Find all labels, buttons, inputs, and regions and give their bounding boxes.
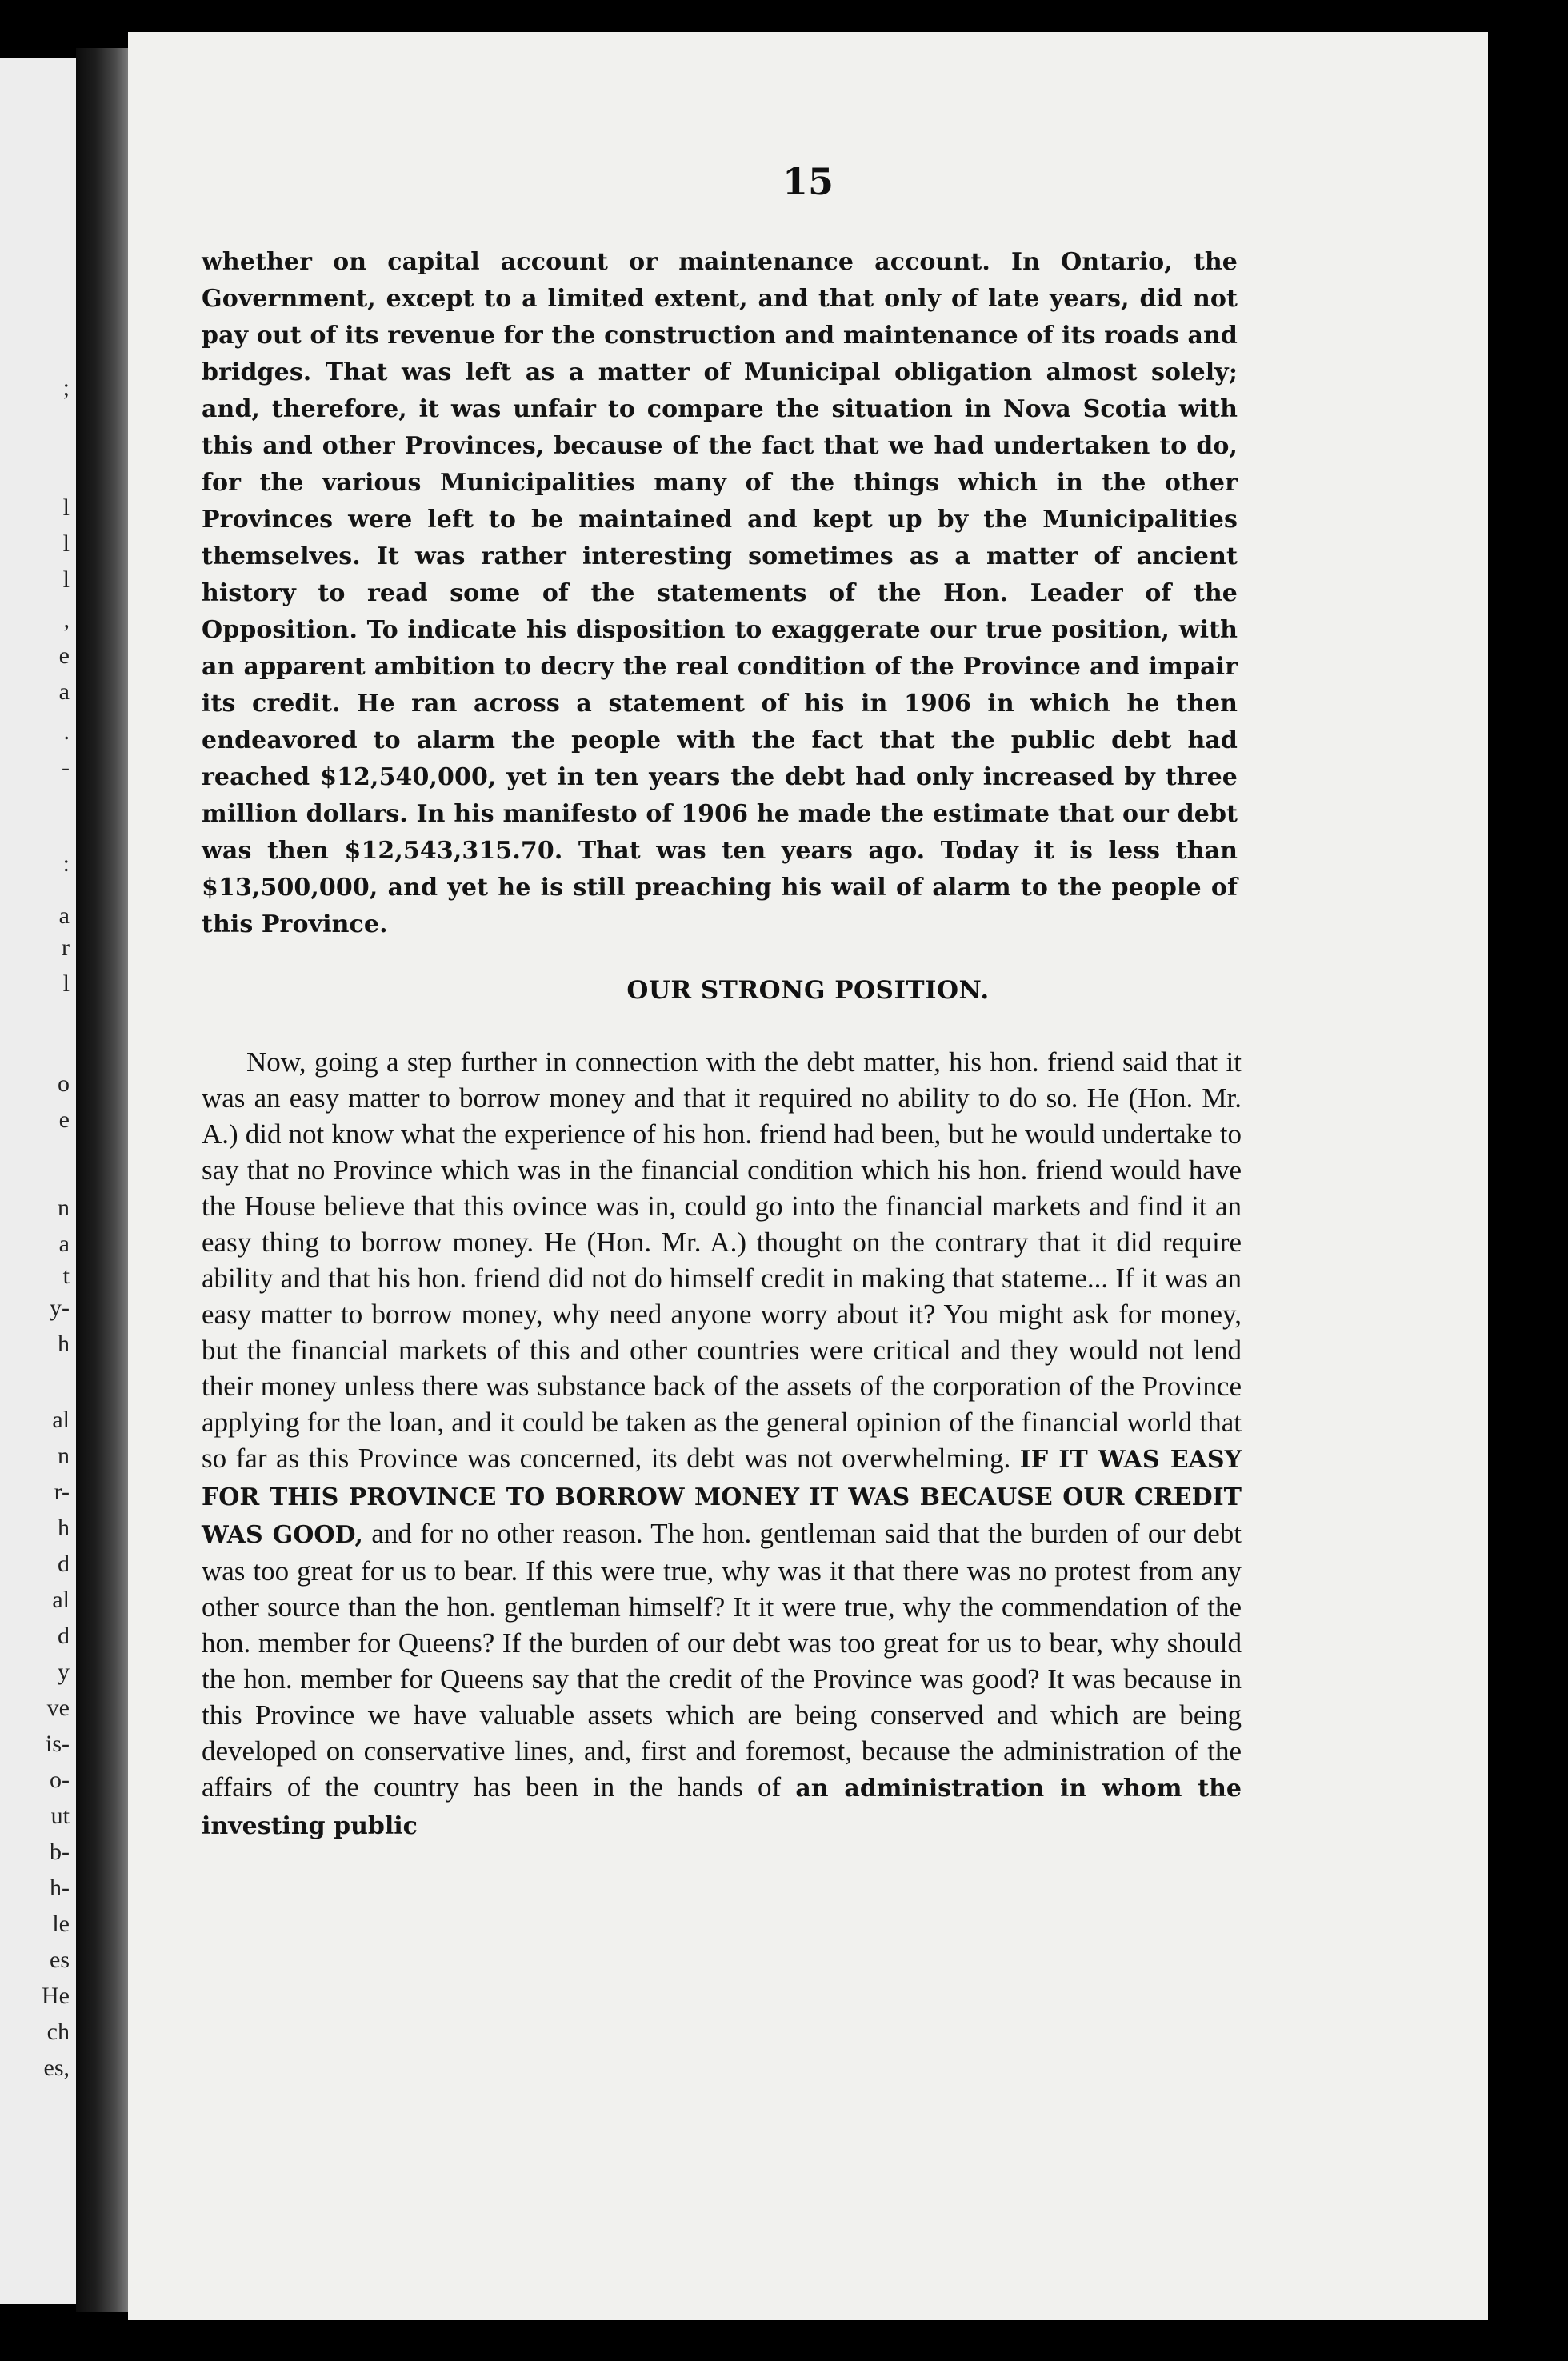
left-page-fragment: ch: [46, 2019, 70, 2045]
left-page-fragment: es: [50, 1947, 70, 1973]
left-page-fragment: o: [58, 1070, 70, 1097]
left-page-fragment: n: [58, 1195, 70, 1221]
paragraph-2-continuation: and for no other reason. The hon. gentleman said that the burden of our debt was too great for us to bear. If this were true, why was it that there was no protest from any other source than the hon. gentleman himself? It it were true, why the commendation of the hon. member for Queens? If the burden of our debt was too great for us to bear, why should the hon. member for Queens say that the credit of the Province was good? It was because in this Province we have valuable assets which are being conserved and which are being developed on conservative lines, and, first and foremost, because the administration of the affairs of the country has been in the hands of: [202, 1518, 1242, 1803]
paragraph-2-emphasis: IF IT WAS EASY FOR THIS PROVINCE TO BORROW MONEY IT WAS BECAUSE OUR CREDIT WAS GOOD,: [202, 1446, 1242, 1549]
left-page-fragments: [0, 58, 76, 2304]
left-page-fragment: He: [42, 1983, 70, 2009]
paragraph-2-bold-ending: an administration in whom the investing public: [202, 1775, 1242, 1840]
binding-gutter: [76, 48, 132, 2312]
left-page-fragment: a: [58, 678, 70, 705]
left-page-fragment: l: [62, 530, 70, 557]
left-page-fragment: r-: [54, 1479, 70, 1505]
paragraph-1: whether on capital account or maintenance account. In Ontario, the Government, except to a limited extent, and that only of late years, did not pay out of its revenue for the construction and maintenance of its roads and bridges. That was left as a matter of Municipal obligation almost solely; and, therefore, it was unfair to compare the situation in Nova Scotia with this and other Provinces, because of the fact that we had undertaken to do, for the various Municipalities many of the things which in the other Provinces were left to be maintained and kept up by the Municipalities themselves. It was rather interesting sometimes as a matter of ancient history to read some of the statements of the Hon. Leader of the Opposition. To indicate his disposition to exaggerate our true position, with an apparent ambition to decry the real condition of the Province and impair its credit. He ran across a statement of his in 1906 in which he then endeavored to alarm the people with the fact that the public debt had reached $12,540,000, yet in ten years the debt had only increased by three million dollars. In his manifesto of 1906 he made the estimate that our debt was then $12,543,315.70. That was ten years ago. Today it is less than $13,500,000, and yet he is still preaching his wail of alarm to the people of this Province.: [202, 248, 1238, 938]
left-page-fragment: o-: [50, 1767, 70, 1793]
left-page-fragment: l: [62, 494, 70, 521]
left-page-fragment: a: [58, 902, 70, 929]
left-page-fragment: l: [62, 970, 70, 997]
left-page-fragment: ;: [62, 374, 70, 401]
right-margin: [1488, 0, 1568, 2361]
page-number: 15: [782, 160, 834, 203]
left-page-fragment: e: [58, 642, 70, 669]
left-page-fragment: y: [58, 1659, 70, 1685]
left-page-fragment: e: [58, 1106, 70, 1133]
left-page-fragment: h: [58, 1331, 70, 1357]
left-page-fragment: ,: [63, 606, 70, 633]
scanned-page: [128, 32, 1488, 2320]
left-page-fragment: le: [52, 1911, 70, 1937]
left-page-fragment: al: [52, 1407, 70, 1433]
left-page-fragment: d: [58, 1623, 70, 1649]
left-page-fragment: n: [58, 1443, 70, 1469]
left-page-fragment: es,: [43, 2055, 70, 2081]
left-page-fragment: al: [52, 1587, 70, 1613]
left-page-fragment: t: [62, 1263, 70, 1289]
left-page-fragment: ve: [46, 1695, 70, 1721]
section-heading: OUR STRONG POSITION.: [626, 976, 990, 1005]
left-page-fragment: r: [62, 934, 70, 961]
left-page-fragment: d: [58, 1551, 70, 1577]
left-page-fragment: y-: [50, 1295, 70, 1321]
paragraph-2: [202, 1044, 1242, 1844]
left-page-fragment: h: [58, 1515, 70, 1541]
left-page-fragment: ut: [50, 1803, 70, 1829]
left-page-fragment: a: [58, 1231, 70, 1257]
left-page-fragment: is-: [46, 1731, 70, 1757]
left-page-fragment: .: [63, 718, 70, 745]
left-page-fragment: :: [62, 850, 70, 877]
left-page-fragment: b-: [50, 1839, 70, 1865]
left-page-fragment: h-: [50, 1875, 70, 1901]
paragraph-2-text: Now, going a step further in connection with the debt matter, his hon. friend said that it was an easy matter to borrow money and that it required no ability to do so. He (Hon. Mr. A.) did not know what the experience of his hon. friend had been, but he would undertake to say that no Province which was in the financial condition which his hon. friend would have the House believe that this ovince was in, could go into the financial markets and find it an easy thing to borrow money. He (Hon. Mr. A.) thought on the contrary that it did require ability and that his hon. friend did not do himself credit in making that stateme... If it was an easy matter to borrow money, why need anyone worry about it? You might ask for money, but the financial markets of this and other countries were critical and they would not lend their money unless there was substance back of the assets of the corporation of the Province applying for the loan, and it could be taken as the general opinion of the financial world that so far as this Province was concerned, its debt was not overwhelming.: [202, 1046, 1242, 1474]
left-page-strip: [0, 58, 76, 2304]
left-page-fragment: -: [62, 754, 70, 781]
left-page-fragment: l: [62, 566, 70, 593]
